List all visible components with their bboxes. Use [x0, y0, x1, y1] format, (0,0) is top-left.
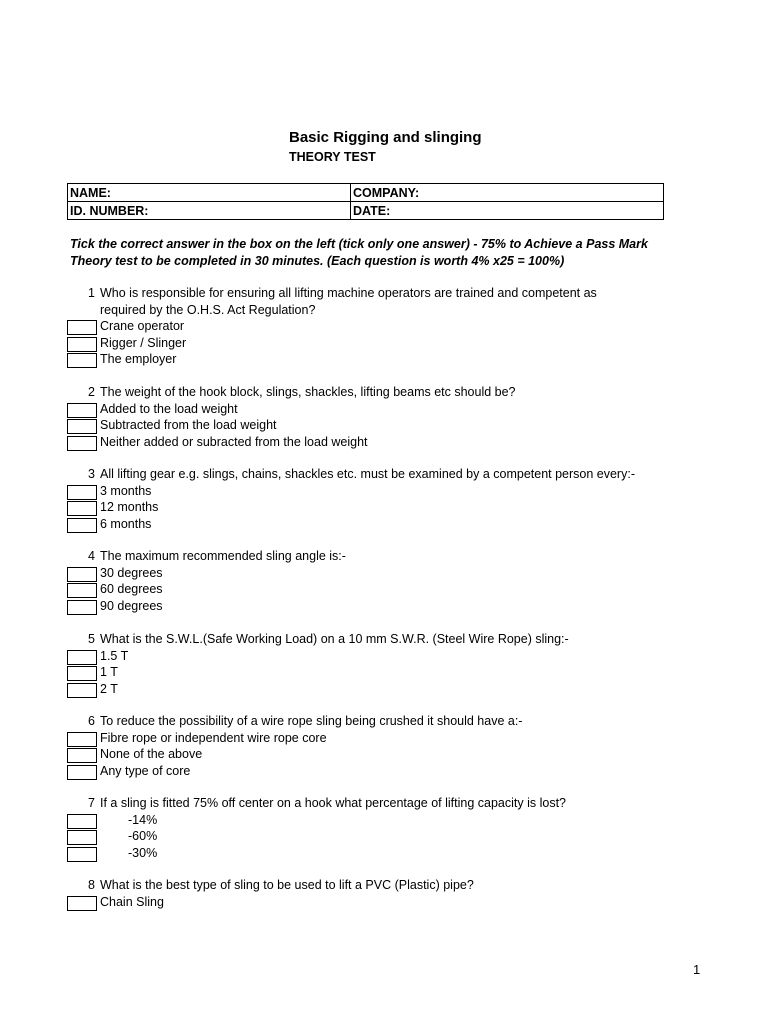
question-text: required by the O.H.S. Act Regulation? — [100, 302, 316, 317]
answer-checkbox[interactable] — [67, 419, 97, 434]
answer-option: Rigger / Slinger — [100, 335, 187, 350]
answer-option: The employer — [100, 352, 177, 366]
answer-checkbox[interactable] — [67, 436, 97, 451]
answer-option: 60 degrees — [100, 582, 163, 596]
answer-option: Fibre rope or independent wire rope core — [100, 730, 327, 745]
answer-option: 6 months — [100, 516, 152, 531]
question-text: The weight of the hook block, slings, shackles, lifting beams etc should be? — [100, 385, 516, 399]
answer-checkbox[interactable] — [67, 814, 97, 829]
question-number: 5 — [88, 632, 95, 646]
question-number: 8 — [88, 878, 95, 892]
answer-option: Added to the load weight — [100, 401, 238, 416]
answer-checkbox[interactable] — [67, 600, 97, 615]
answer-checkbox[interactable] — [67, 518, 97, 533]
question-text: All lifting gear e.g. slings, chains, shackles etc. must be examined by a competent person every:- — [100, 467, 635, 481]
answer-checkbox[interactable] — [67, 403, 97, 418]
answer-option: 30 degrees — [100, 565, 163, 580]
answer-checkbox[interactable] — [67, 485, 97, 500]
answer-checkbox[interactable] — [67, 748, 97, 763]
answer-checkbox[interactable] — [67, 896, 97, 911]
answer-checkbox[interactable] — [67, 320, 97, 335]
answer-checkbox[interactable] — [67, 501, 97, 516]
answer-option: Subtracted from the load weight — [100, 418, 277, 432]
question-text: The maximum recommended sling angle is:- — [100, 549, 346, 563]
instruction-line-1: Tick the correct answer in the box on the left (tick only one answer) - 75% to Achieve a Pass Mark — [70, 237, 648, 251]
page-number: 1 — [693, 962, 701, 977]
date-label: DATE: — [353, 203, 391, 218]
answer-option: Chain Sling — [100, 894, 164, 909]
question-number: 7 — [88, 796, 95, 810]
document-title: Basic Rigging and slinging — [289, 129, 482, 146]
answer-option: None of the above — [100, 747, 203, 761]
candidate-info-table — [67, 183, 664, 220]
answer-option: Crane operator — [100, 319, 185, 333]
question-number: 2 — [88, 385, 95, 399]
date-field[interactable] — [351, 202, 664, 220]
answer-option: 1 T — [100, 665, 118, 679]
answer-option: -30% — [128, 845, 158, 860]
question-text: To reduce the possibility of a wire rope sling being crushed it should have a:- — [100, 714, 523, 728]
id-number-field[interactable] — [68, 202, 351, 220]
document-subtitle: THEORY TEST — [289, 150, 376, 164]
answer-checkbox[interactable] — [67, 650, 97, 665]
answer-option: 3 months — [100, 483, 152, 498]
name-label: NAME: — [70, 185, 111, 200]
answer-checkbox[interactable] — [67, 567, 97, 582]
name-field[interactable] — [68, 184, 351, 202]
question-text: If a sling is fitted 75% off center on a hook what percentage of lifting capacity is lost? — [100, 796, 567, 810]
answer-option: 2 T — [100, 681, 118, 696]
answer-option: 1.5 T — [100, 648, 129, 663]
answer-checkbox[interactable] — [67, 583, 97, 598]
answer-checkbox[interactable] — [67, 337, 97, 352]
answer-option: Any type of core — [100, 763, 191, 778]
answer-option: 90 degrees — [100, 598, 163, 613]
question-number: 6 — [88, 714, 95, 728]
answer-checkbox[interactable] — [67, 765, 97, 780]
question-text: What is the best type of sling to be used to lift a PVC (Plastic) pipe? — [100, 878, 474, 892]
answer-checkbox[interactable] — [67, 683, 97, 698]
instruction-line-2: Theory test to be completed in 30 minutes. (Each question is worth 4% x25 = 100%) — [70, 254, 565, 268]
question-text: Who is responsible for ensuring all lifting machine operators are trained and competent as — [100, 286, 597, 300]
answer-option: -14% — [128, 812, 158, 827]
id-number-label: ID. NUMBER: — [70, 203, 149, 218]
question-text: What is the S.W.L.(Safe Working Load) on a 10 mm S.W.R. (Steel Wire Rope) sling:- — [100, 632, 569, 646]
answer-checkbox[interactable] — [67, 847, 97, 862]
answer-option: Neither added or subracted from the load weight — [100, 434, 368, 449]
question-number: 3 — [88, 467, 95, 481]
answer-checkbox[interactable] — [67, 830, 97, 845]
answer-option: -60% — [128, 829, 158, 843]
answer-checkbox[interactable] — [67, 732, 97, 747]
company-field[interactable] — [351, 184, 664, 202]
answer-checkbox[interactable] — [67, 353, 97, 368]
company-label: COMPANY: — [353, 185, 420, 200]
answer-checkbox[interactable] — [67, 666, 97, 681]
answer-option: 12 months — [100, 500, 159, 514]
question-number: 1 — [88, 286, 95, 300]
question-number: 4 — [88, 549, 95, 563]
